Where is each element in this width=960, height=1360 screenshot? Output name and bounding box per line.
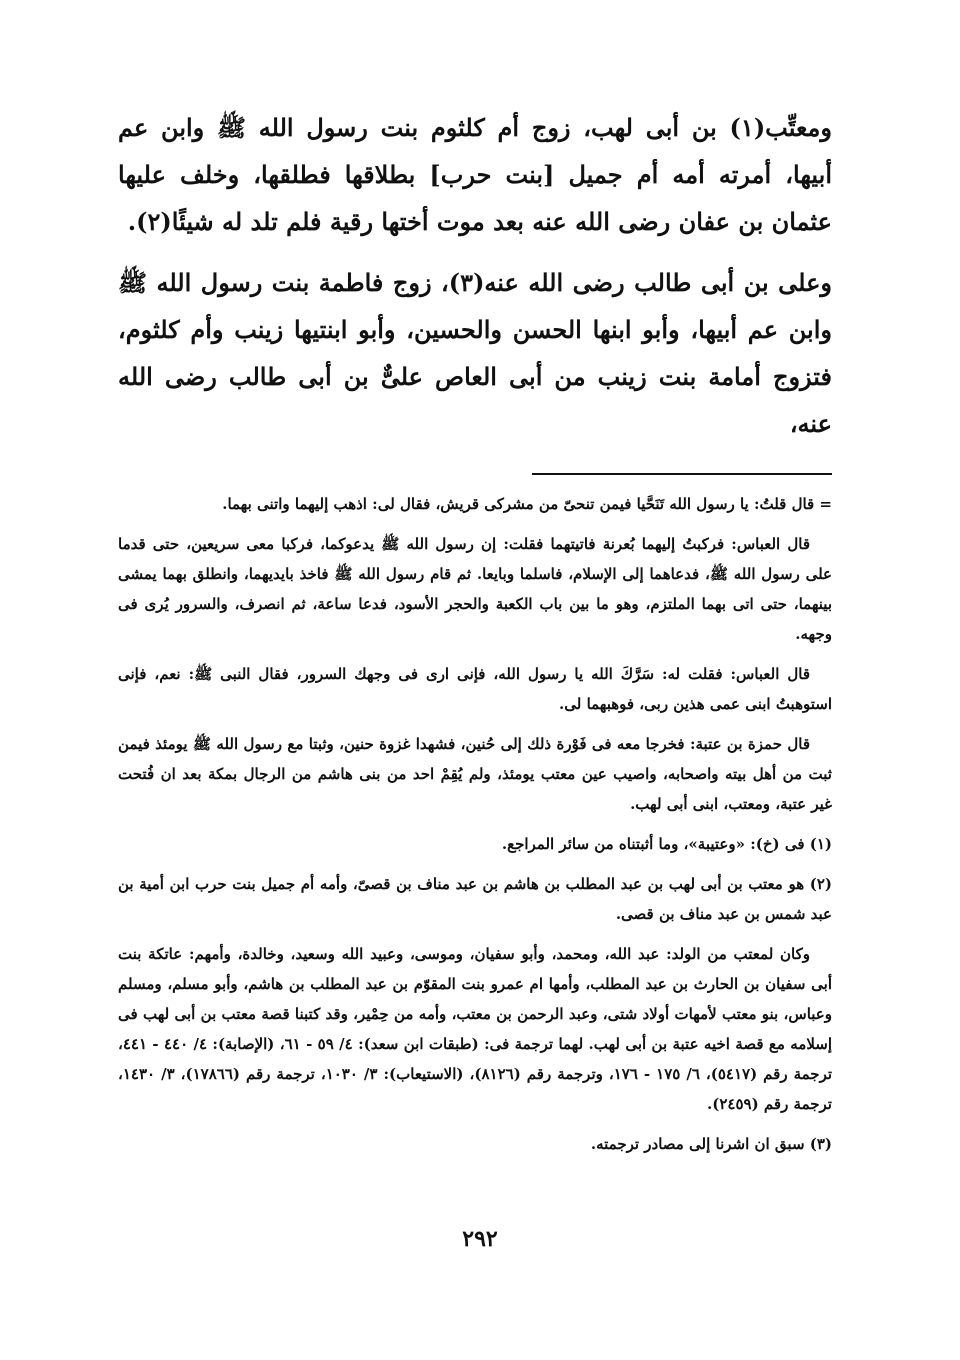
footnote-continuation: = قال قلتُ: يا رسول الله تَنَحَّيا فيمن تنحىّ من مشركى قريش، فقال لى: اذهب إليهما واتنى بهما. <box>222 495 832 513</box>
footnote-2: (٢) هو معتب بن أبى لهب بن عبد المطلب بن هاشم بن عبد مناف بن قصىّ، وأمه أم جميل بنت حرب ابن أمية بن عبد شمس بن عبد مناف بن قصى. <box>118 875 832 923</box>
footnote-3: (٣) سبق ان اشرنا إلى مصادر ترجمته. <box>590 1135 832 1153</box>
main-paragraph-2: وعلى بن أبى طالب رضى الله عنه(٣)، زوج فاطمة بنت رسول الله ﷺ وابن عم أبيها، وأبو ابنها الحسن والحسين، وأبو ابنتيها زينب وأم كلثوم، فتزوج أمامة بنت زينب من أبى العاص علىٌّ بن أبى طالب رضى الله عنه، <box>118 268 833 438</box>
footnote-quote-1: قال العباس: فركبتُ إليهما بُعرنة فاتيتهما فقلت: إن رسول الله ﷺ يدعوكما، فركبا معى سريعين، حتى قدما على رسول الله ﷺ، فدعاهما إلى الإسلام، فاسلما وبايعا. ثم قام رسول الله ﷺ فاخذ بايديهما، وانطلق بهما يمشى بينهما، حتى اتى بهما الملتزم، وهو ما بين باب الكعبة والحجر الأسود، فدعا ساعة، ثم انصرف، والسرور يُرى فى وجهه. <box>118 535 832 643</box>
footnote-2-continued: وكان لمعتب من الولد: عبد الله، ومحمد، وأبو سفيان، وموسى، وعبيد الله وسعيد، وخالدة، وأمهم: عاتكة بنت أبى سفيان بن الحارث بن عبد المطلب، وأمها ام عمرو بنت المقوّم بن عبد المطلب بن هاشم، وأبو مسلم، ومسلم وعباس، بنو معتب لأمهات أولاد شتى، وعبد الرحمن بن معتب، وأمه من حِمْير، وقد كتبنا قصة معتب بن أبى لهب فى إسلامه مع قصة اخيه عتبة بن أبى لهب. لهما ترجمة فى: (طبقات ابن سعد): ٤/ ٥٩ - ٦١، (الإصابة): ٤/ ٤٤٠ - ٤٤١، ترجمة رقم (٥٤١٧)، ٦/ ١٧٥ - ١٧٦، وترجمة رقم (٨١٢٦)، (الاستيعاب): ٣/ ١٠٣٠، ترجمة رقم (١٧٨٦٦)، ٣/ ١٤٣٠، ترجمة رقم (٢٤٥٩). <box>118 945 833 1113</box>
footnote-quote-2: قال العباس: فقلت له: سَرَّكَ الله يا رسول الله، فإنى ارى فى وجهك السرور، فقال النبى ﷺ: نعم، فإنى استوهبتُ ابنى عمى هذين ربى، فوهبهما لى. <box>118 665 832 713</box>
footnote-separator <box>532 473 832 475</box>
footnotes <box>118 489 832 1159</box>
footnote-quote-3: قال حمزة بن عتبة: فخرجا معه فى فَوْرة ذلك إلى حُنين، فشهدا غزوة حنين، وثبتا مع رسول الله ﷺ يومئذ فيمن ثبت من أهل بيته واصحابه، واصيب عين معتب يومئذ، ولم يُقِمْ احد من بنى هاشم من الرجال بمكة بعد ان فُتحت غير عتبة، ومعتب، ابنى أبى لهب. <box>118 735 832 813</box>
main-text <box>118 104 832 447</box>
footnote-1: (١) فى (خ): «وعتيبة»، وما أثبتناه من سائر المراجع. <box>501 835 832 853</box>
page-number: ٢٩٢ <box>462 1226 498 1252</box>
main-paragraph-1: ومعتِّب(١) بن أبى لهب، زوج أم كلثوم بنت رسول الله ﷺ وابن عم أبيها، أمرته أمه أم جميل [بنت حرب] بطلاقها فطلقها، وخلف عليها عثمان بن عفان رضى الله عنه بعد موت أختها رقية فلم تلد له شيئًا(٢). <box>118 113 832 236</box>
